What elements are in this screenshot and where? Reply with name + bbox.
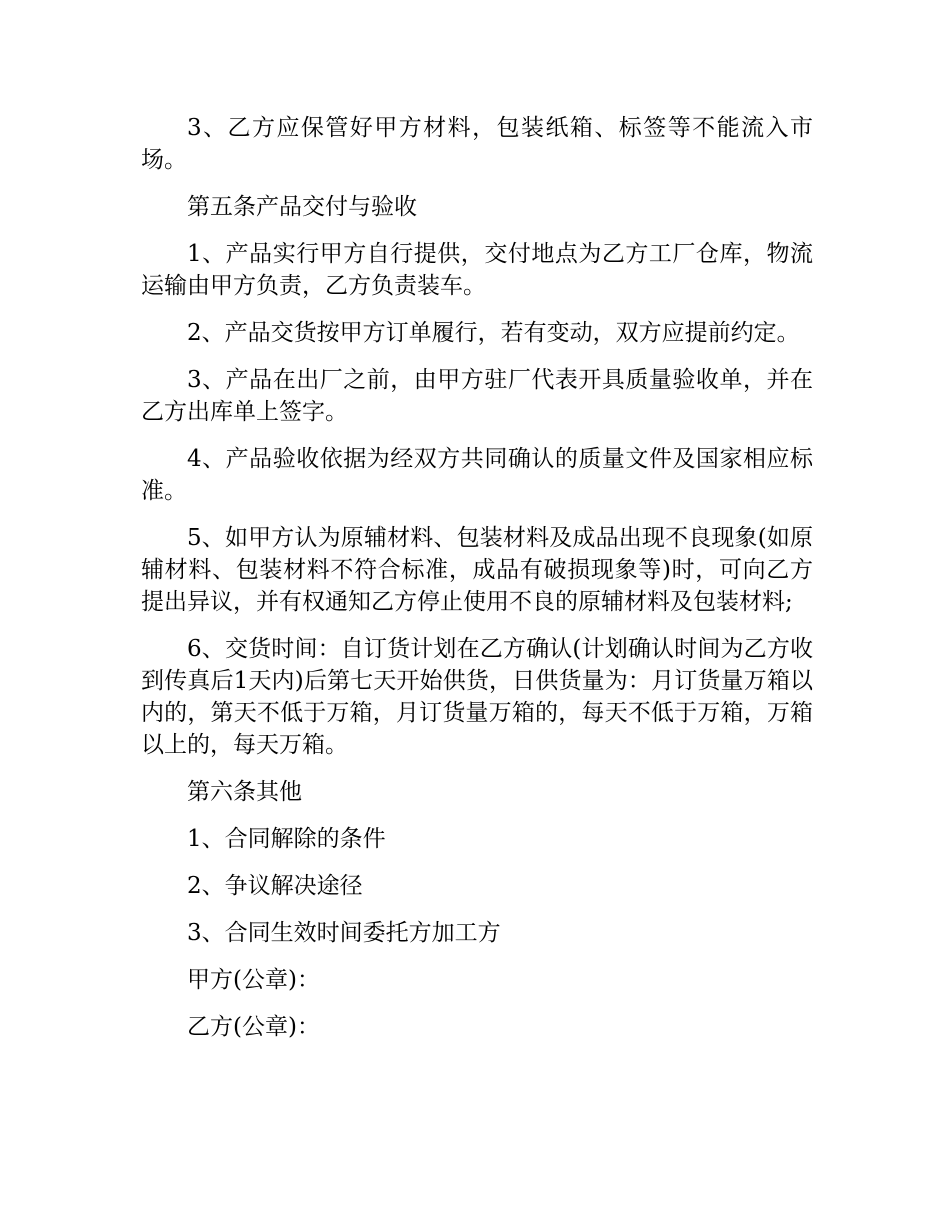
clause-5-item-6: 6、交货时间：自订货计划在乙方确认(计划确认时间为乙方收到传真后1天内)后第七天开始供货，日供货量为：月订货量万箱以内的，第天不低于万箱，月订货量万箱的，每天不低于万箱，万箱以上的，每天万箱。 — [141, 636, 813, 758]
clause-5-item-1: 1、产品实行甲方自行提供，交付地点为乙方工厂仓库，物流运输由甲方负责，乙方负责装车。 — [141, 241, 813, 299]
article-6-heading: 第六条其他 — [187, 779, 302, 805]
clause-6-item-1: 1、合同解除的条件 — [187, 826, 386, 852]
party-b-seal-line: 乙方(公章)： — [187, 1014, 320, 1040]
article-5-heading: 第五条产品交付与验收 — [187, 194, 417, 220]
party-a-seal-line: 甲方(公章)： — [187, 967, 320, 993]
clause-6-item-3: 3、合同生效时间委托方加工方 — [187, 920, 501, 946]
document-page — [141, 112, 813, 1058]
clause-5-item-4: 4、产品验收依据为经双方共同确认的质量文件及国家相应标准。 — [141, 446, 813, 504]
clause-4-item-3: 3、乙方应保管好甲方材料，包装纸箱、标签等不能流入市场。 — [141, 115, 813, 173]
clause-5-item-5: 5、如甲方认为原辅材料、包装材料及成品出现不良现象(如原辅材料、包装材料不符合标准，成品有破损现象等)时，可向乙方提出异议，并有权通知乙方停止使用不良的原辅材料及包装材料; — [141, 525, 813, 615]
clause-5-item-2: 2、产品交货按甲方订单履行，若有变动，双方应提前约定。 — [187, 320, 800, 346]
clause-5-item-3: 3、产品在出厂之前，由甲方驻厂代表开具质量验收单，并在乙方出库单上签字。 — [141, 367, 813, 425]
clause-6-item-2: 2、争议解决途径 — [187, 873, 363, 899]
